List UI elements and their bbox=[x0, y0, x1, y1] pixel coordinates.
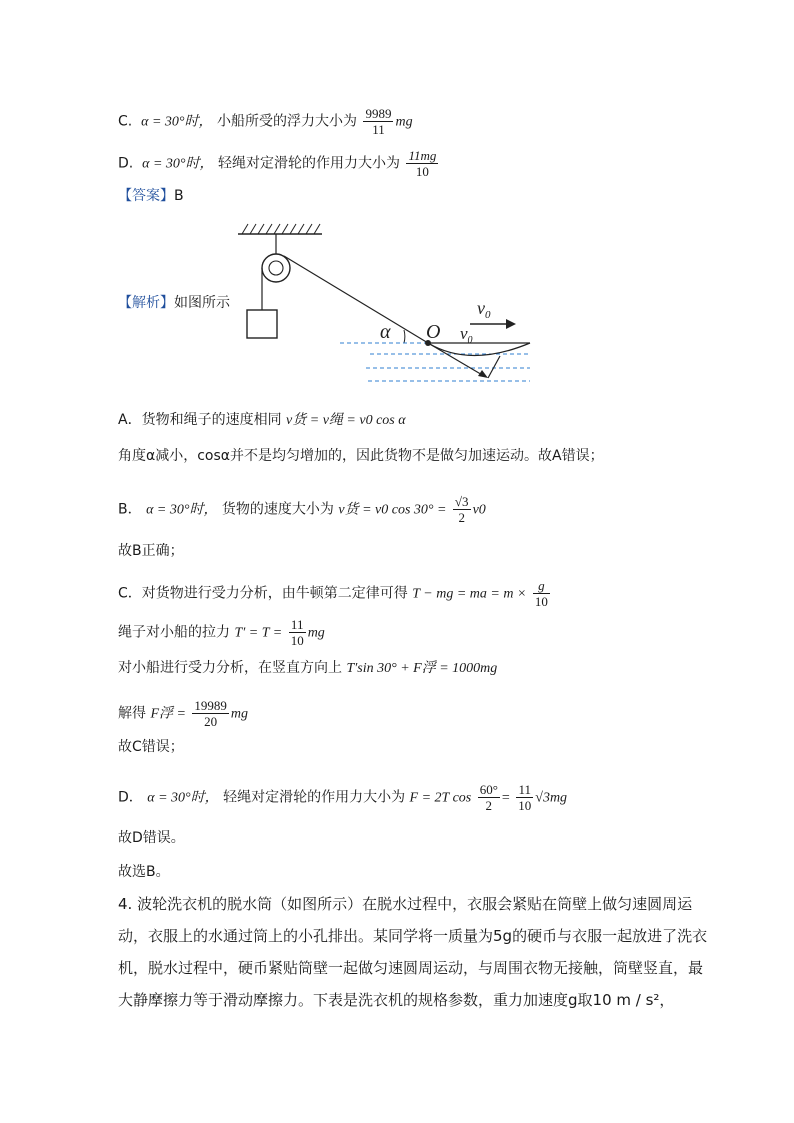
line-c4-equation: F浮 = bbox=[150, 706, 186, 722]
option-d-condition: α = 30°时， bbox=[142, 156, 214, 172]
perpendicular-component bbox=[488, 356, 500, 378]
line-c4-text: 解得 bbox=[118, 705, 146, 722]
line-c4 bbox=[118, 698, 248, 729]
pulley-inner bbox=[269, 261, 283, 275]
option-c-unit: mg bbox=[395, 114, 413, 130]
alpha-label: α bbox=[380, 321, 391, 343]
line-c4-tail: mg bbox=[230, 706, 249, 722]
line-c2-text: 绳子对小船的拉力 bbox=[118, 624, 230, 641]
option-c-condition: α = 30°时， bbox=[141, 114, 213, 130]
line-b2: 故B正确； bbox=[118, 543, 184, 559]
option-d-label: D. bbox=[118, 155, 134, 172]
velocity-arrowhead-top bbox=[506, 319, 516, 329]
analysis-line bbox=[118, 293, 230, 313]
answer-line bbox=[118, 186, 184, 206]
line-a2: 角度α减小，cosα并不是均匀增加的，因此货物不是做匀加速运动。故A错误； bbox=[118, 448, 604, 464]
line-c2-tail: mg bbox=[307, 625, 325, 641]
line-b1-text: 货物的速度大小为 bbox=[221, 501, 334, 518]
line-d1-equation: F = 2T cos bbox=[409, 790, 472, 806]
line-d1-pre: D． bbox=[118, 789, 143, 806]
option-d-fraction: $\frac{11mg}{10}$ bbox=[408, 148, 437, 179]
line-a1 bbox=[118, 410, 406, 431]
line-c2-fraction: $\frac{11}{10}$ bbox=[290, 617, 304, 648]
line-a1-text: A．货物和绳子的速度相同 bbox=[118, 412, 282, 428]
line-c1-fraction: $\frac{g}{10}$ bbox=[534, 578, 548, 609]
line-b1 bbox=[118, 494, 486, 525]
line-b1-fraction: $\frac{√3}{2}$ bbox=[454, 494, 469, 525]
answer-value: B bbox=[174, 188, 184, 204]
line-c4-fraction: $\frac{19989}{20}$ bbox=[194, 698, 227, 729]
line-d1-equals: = bbox=[501, 790, 510, 806]
cargo-block bbox=[247, 310, 277, 338]
line-c1-text: C．对货物进行受力分析，由牛顿第二定律可得 bbox=[118, 585, 408, 602]
analysis-tag: 【解析】 bbox=[118, 295, 174, 311]
line-c3-equation: T′sin 30° + F浮 = 1000mg bbox=[346, 661, 498, 676]
option-c-fraction: $\frac{9989}{11}$ bbox=[365, 106, 392, 137]
line-c5: 故C错误； bbox=[118, 739, 184, 755]
option-d bbox=[118, 148, 440, 179]
ceiling-hatch bbox=[242, 224, 320, 234]
line-c1-equation: T − mg = ma = m × bbox=[412, 586, 527, 602]
rope-slant bbox=[284, 256, 428, 343]
line-d3: 故选B。 bbox=[118, 864, 170, 880]
line-c2 bbox=[118, 617, 325, 648]
line-d1-fraction-1: $\frac{60^\circ}{2}$ bbox=[479, 782, 498, 813]
line-d1 bbox=[118, 782, 567, 813]
option-c-text: 小船所受的浮力大小为 bbox=[217, 113, 357, 130]
component-arrowhead bbox=[478, 370, 488, 378]
q4-line-4: 大静摩擦力等于滑动摩擦力。下表是洗衣机的规格参数，重力加速度g取10 m / s²， bbox=[118, 991, 675, 1009]
water-lines bbox=[340, 343, 530, 381]
line-d1-condition: α = 30°时， bbox=[147, 790, 219, 806]
line-c3-text: 对小船进行受力分析，在竖直方向上 bbox=[118, 660, 342, 676]
v0-top-label: $v_0$ bbox=[477, 298, 491, 321]
line-d1-fraction-2: $\frac{11}{10}$ bbox=[518, 782, 532, 813]
line-c2-equation: T′ = T = bbox=[234, 625, 283, 641]
angle-arc bbox=[404, 330, 405, 343]
option-d-text: 轻绳对定滑轮的作用力大小为 bbox=[218, 155, 400, 172]
line-c1 bbox=[118, 578, 552, 609]
line-d1-text: 轻绳对定滑轮的作用力大小为 bbox=[223, 789, 406, 806]
line-b1-tail: v0 bbox=[472, 502, 486, 518]
q4-line-3: 机，脱水过程中，硬币紧贴筒壁一起做匀速圆周运动，与周围衣物无接触，筒壁竖直，最 bbox=[118, 959, 704, 977]
line-d1-tail: √3mg bbox=[535, 790, 568, 806]
pulley-boat-diagram bbox=[230, 218, 540, 388]
option-c-label: C. bbox=[118, 113, 133, 130]
component-arrow bbox=[428, 343, 484, 376]
q4-line-1: 4. 波轮洗衣机的脱水筒（如图所示）在脱水过程中，衣服会紧贴在筒壁上做匀速圆周运 bbox=[118, 895, 693, 913]
line-b1-equation: v货 = v0 cos 30° = bbox=[338, 502, 447, 518]
answer-tag: 【答案】 bbox=[118, 188, 174, 204]
pulley-outer bbox=[262, 254, 290, 282]
line-c3 bbox=[118, 658, 497, 679]
line-d2: 故D错误。 bbox=[118, 830, 185, 846]
line-b1-pre: B． bbox=[118, 501, 142, 518]
o-label: O bbox=[426, 321, 441, 343]
option-c bbox=[118, 106, 413, 137]
line-b1-condition: α = 30°时， bbox=[146, 502, 218, 518]
v0-mid-label: $v_0$ bbox=[460, 324, 473, 346]
line-a1-equation: v货 = v绳 = v0 cos α bbox=[286, 413, 406, 428]
q4-line-2: 动，衣服上的水通过筒上的小孔排出。某同学将一质量为5g的硬币与衣服一起放进了洗衣 bbox=[118, 927, 708, 945]
analysis-text: 如图所示 bbox=[174, 295, 230, 311]
